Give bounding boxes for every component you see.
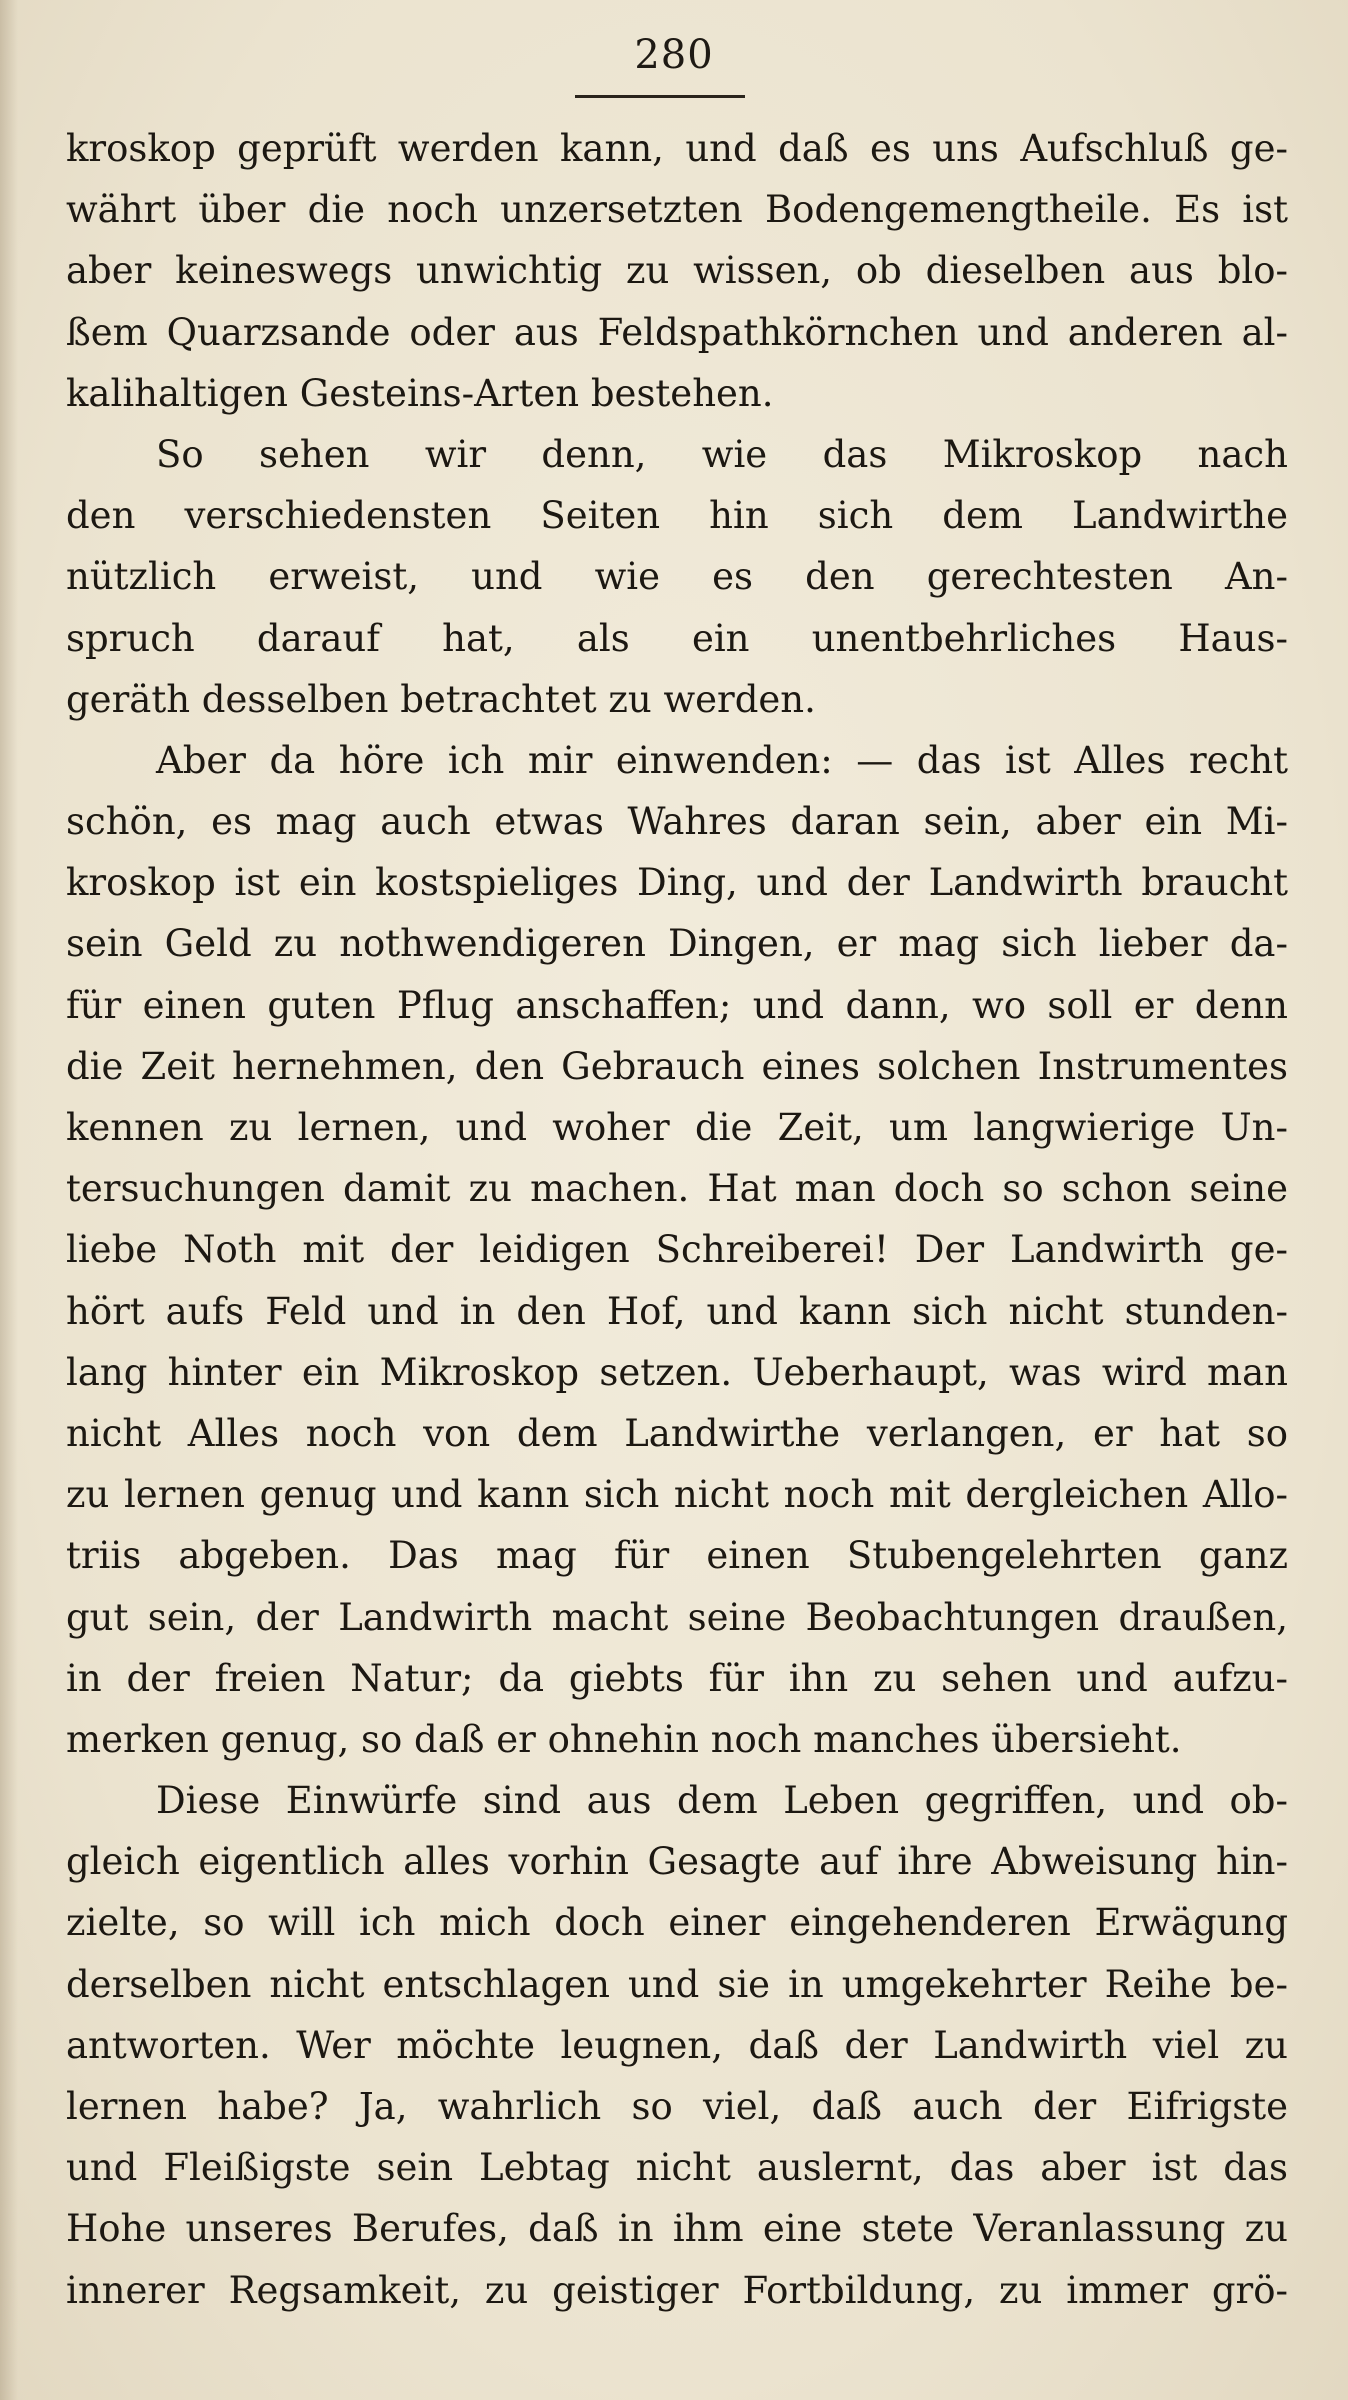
text-line: währt über die noch unzersetzten Bodengemengtheile. Es ist xyxy=(66,188,1288,232)
text-line: kroskop geprüft werden kann, und daß es uns Aufschluß ge- xyxy=(66,127,1288,170)
text-line: Hohe unseres Berufes, daß in ihm eine stete Veranlassung zu xyxy=(66,2207,1288,2251)
text-line: spruch darauf hat, als ein unentbehrliches Haus- xyxy=(66,616,1288,660)
text-line: innerer Regsamkeit, zu geistiger Fortbildung, zu immer grö- xyxy=(66,2268,1288,2312)
text-line: kroskop ist ein kostspieliges Ding, und der Landwirth braucht xyxy=(66,861,1288,905)
text-line: zu lernen genug und kann sich nicht noch mit dergleichen Allo- xyxy=(66,1473,1288,1517)
body-text xyxy=(66,118,1288,2321)
page-number-rule xyxy=(575,95,745,98)
text-line: kennen zu lernen, und woher die Zeit, um langwierige Un- xyxy=(66,1106,1288,1149)
paragraph-3 xyxy=(66,730,1288,1770)
text-line: lernen habe? Ja, wahrlich so viel, daß auch der Eifrigste xyxy=(66,2085,1288,2128)
paragraph-2 xyxy=(66,424,1288,730)
paragraph-4 xyxy=(66,1770,1288,2321)
text-line: kalihaltigen Gesteins-Arten bestehen. xyxy=(66,371,774,415)
text-line: Aber da höre ich mir einwenden: — das ist Alles recht xyxy=(156,738,1288,782)
text-line: lang hinter ein Mikroskop setzen. Ueberhaupt, was wird man xyxy=(66,1350,1288,1394)
text-line: gleich eigentlich alles vorhin Gesagte auf ihre Abweisung hin- xyxy=(66,1840,1288,1884)
text-line: schön, es mag auch etwas Wahres daran sein, aber ein Mi- xyxy=(66,800,1288,844)
page-number: 280 xyxy=(634,32,714,78)
text-line: antworten. Wer möchte leugnen, daß der Landwirth viel zu xyxy=(66,2023,1288,2067)
text-line: und Fleißigste sein Lebtag nicht auslernt, das aber ist das xyxy=(66,2146,1288,2190)
text-line: den verschiedensten Seiten hin sich dem Landwirthe xyxy=(66,494,1288,538)
text-line: geräth desselben betrachtet zu werden. xyxy=(66,677,816,721)
text-line: gut sein, der Landwirth macht seine Beobachtungen draußen, xyxy=(66,1595,1288,1639)
text-line: merken genug, so daß er ohnehin noch manches übersieht. xyxy=(66,1717,1182,1761)
text-line: liebe Noth mit der leidigen Schreiberei! Der Landwirth ge- xyxy=(66,1228,1288,1272)
text-line: hört aufs Feld und in den Hof, und kann sich nicht stunden- xyxy=(66,1289,1288,1333)
text-line: sein Geld zu nothwendigeren Dingen, er mag sich lieber da- xyxy=(66,922,1288,966)
text-line: Diese Einwürfe sind aus dem Leben gegriffen, und ob- xyxy=(156,1779,1288,1823)
text-line: So sehen wir denn, wie das Mikroskop nach xyxy=(156,432,1288,476)
text-line: für einen guten Pflug anschaffen; und dann, wo soll er denn xyxy=(66,983,1288,1027)
paragraph-1 xyxy=(66,118,1288,424)
text-line: die Zeit hernehmen, den Gebrauch eines solchen Instrumentes xyxy=(66,1044,1288,1088)
text-line: nützlich erweist, und wie es den gerechtesten An- xyxy=(66,555,1288,599)
text-line: tersuchungen damit zu machen. Hat man doch so schon seine xyxy=(66,1167,1288,1211)
text-line: derselben nicht entschlagen und sie in umgekehrter Reihe be- xyxy=(66,1962,1288,2006)
text-line: zielte, so will ich mich doch einer eingehenderen Erwägung xyxy=(66,1901,1288,1945)
text-line: triis abgeben. Das mag für einen Stubengelehrten ganz xyxy=(66,1534,1288,1578)
text-line: aber keineswegs unwichtig zu wissen, ob dieselben aus blo- xyxy=(66,249,1288,293)
text-line: ßem Quarzsande oder aus Feldspathkörnchen und anderen al- xyxy=(66,310,1288,354)
text-line: in der freien Natur; da giebts für ihn zu sehen und aufzu- xyxy=(66,1656,1288,1700)
spine-shadow xyxy=(0,0,18,2400)
text-line: nicht Alles noch von dem Landwirthe verlangen, er hat so xyxy=(66,1411,1288,1455)
